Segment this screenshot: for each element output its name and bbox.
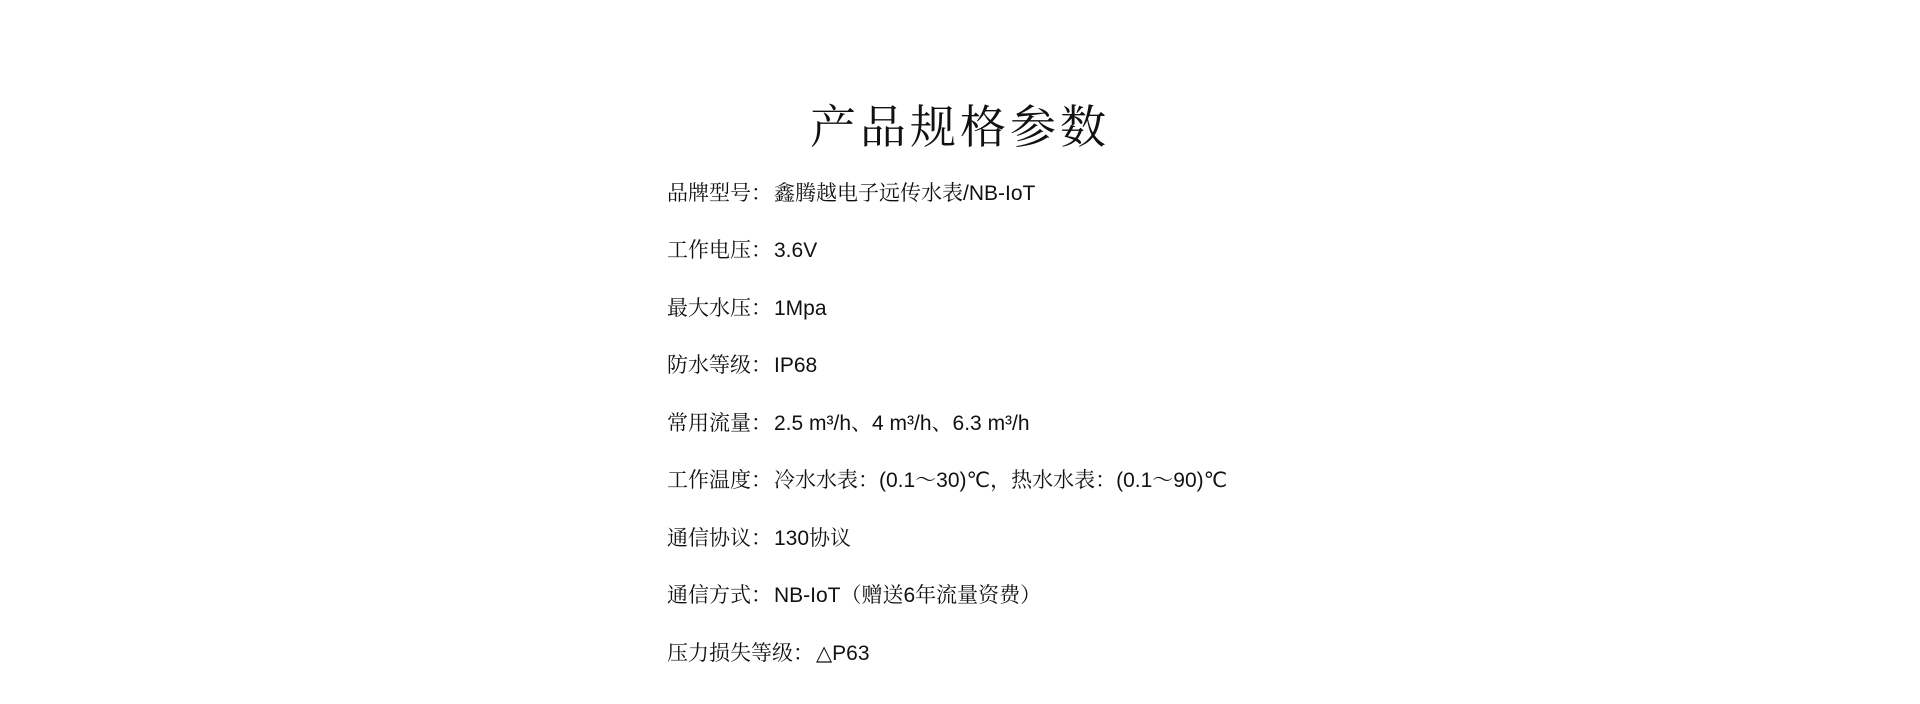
spec-colon: ： [793,641,814,665]
spec-value: 2.5 m³/h、4 m³/h、6.3 m³/h [774,411,1030,435]
spec-row-common-flow [667,395,1567,453]
spec-label: 防水等级 [667,354,751,378]
spec-list [667,165,1567,683]
spec-value: 130协议 [774,526,852,550]
spec-label: 通信方式 [667,584,751,608]
spec-colon: ： [751,296,772,320]
spec-row-pressure-loss-class [667,625,1567,683]
spec-value: 冷水水表：(0.1～30)℃，热水水表：(0.1～90)℃ [774,469,1228,493]
spec-value: IP68 [774,354,818,378]
spec-row-communication-method [667,568,1567,626]
spec-label: 通信协议 [667,526,751,550]
spec-colon: ： [751,469,772,493]
spec-row-working-temperature [667,453,1567,511]
spec-label: 品牌型号 [667,181,751,205]
spec-value: △P63 [816,641,870,665]
spec-label: 工作电压 [667,239,751,263]
spec-colon: ： [751,411,772,435]
spec-value: NB-IoT（赠送6年流量资费） [774,584,1042,608]
page-title: 产品规格参数 [810,100,1110,153]
spec-value: 3.6V [774,239,818,263]
spec-colon: ： [751,526,772,550]
spec-row-max-water-pressure [667,280,1567,338]
spec-label: 常用流量 [667,411,751,435]
spec-row-brand-model [667,165,1567,223]
spec-row-waterproof-rating [667,338,1567,396]
spec-label: 压力损失等级 [667,641,793,665]
spec-row-working-voltage [667,223,1567,281]
spec-colon: ： [751,239,772,263]
spec-value: 1Mpa [774,296,827,320]
spec-value: 鑫腾越电子远传水表/NB-IoT [774,181,1036,205]
spec-colon: ： [751,181,772,205]
spec-label: 工作温度 [667,469,751,493]
spec-colon: ： [751,354,772,378]
spec-colon: ： [751,584,772,608]
spec-label: 最大水压 [667,296,751,320]
spec-row-communication-protocol [667,510,1567,568]
